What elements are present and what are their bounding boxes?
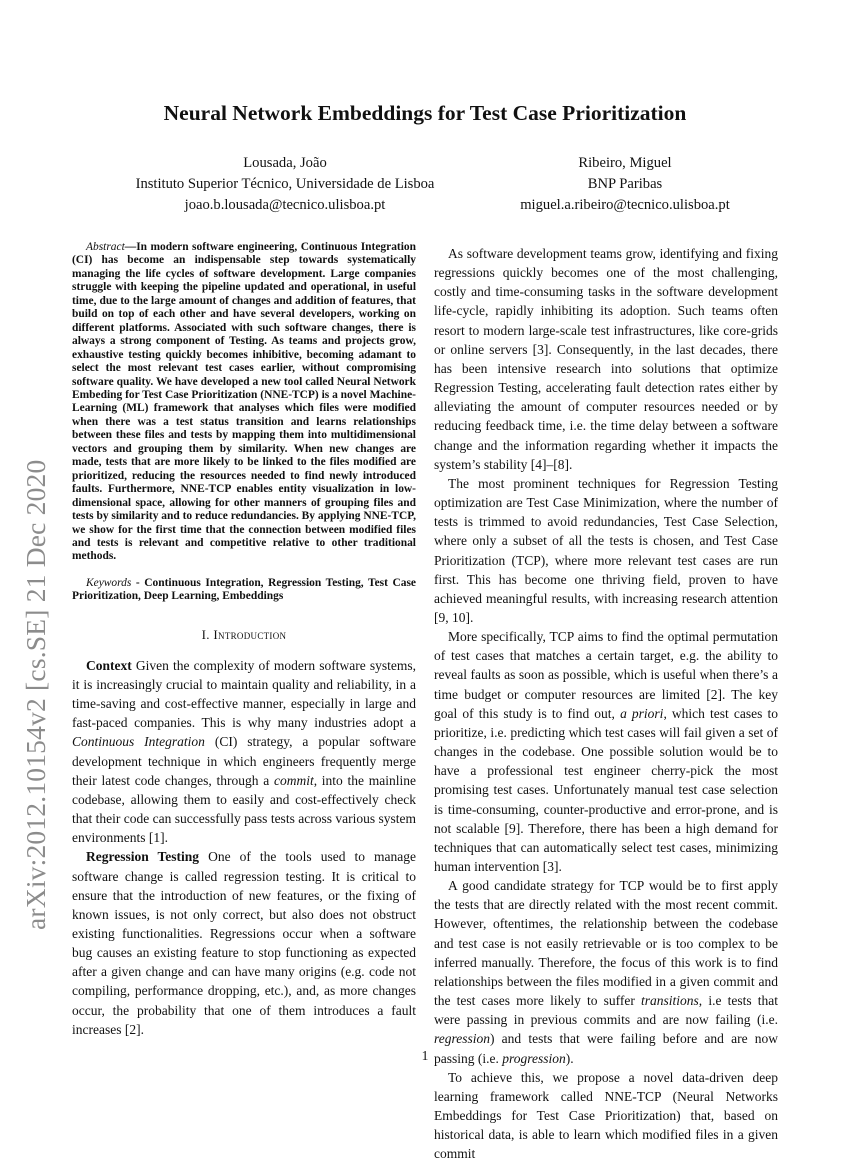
author-affiliation: Instituto Superior Técnico, Universidade de Lisboa (135, 176, 435, 192)
paragraph-text: More specifically, TCP aims to find the optimal permutation of test cases that matches a certain target, e.g. the ability to reveal faults as soon as possible, which is useful when there’s a time budget or computer resources are limited [2]. The key goal of this study is to find out, (434, 629, 778, 721)
author-affiliation: BNP Paribas (587, 176, 663, 192)
paragraph-text: (CI) strategy, a popular software development technique in which engineers frequently merge their latest code changes, through a (72, 734, 416, 788)
page-number: 1 (421, 1048, 429, 1063)
paper-title: Neural Network Embeddings for Test Case Prioritization (163, 101, 687, 125)
emphasis: commit (273, 772, 314, 788)
emphasis: progression (502, 1050, 566, 1066)
keywords (72, 577, 416, 604)
author-email: joao.b.lousada@tecnico.ulisboa.pt (184, 197, 386, 213)
paragraph-text: Given the complexity of modern software systems, it is increasingly crucial to maintain quality and reliability, in a time-saving and cost-effective manner, especially in large and fast-paced companies. This is why many industries adopt a (72, 657, 416, 731)
paragraph: As software development teams grow, identifying and fixing regressions quickly becomes one of the most challenging, costly and time-consuming tasks in the software development life-cycle, rapidly inhibiting its adoption. Such teams often resort to modern large-scale test infrastructures, like core-grids or online servers [3]. Consequently, in the last decades, there has been intensive research into solutions that optimize Regression Testing, accelerating fault detection rates either by alleviating the amount of computer resources needed or by reducing feedback time, i.e. the time delay between a software change and the information regarding whether it impacts the system’s stability [4]–[8]. (434, 246, 778, 472)
keywords-text: - Continuous Integration, Regression Testing, Test Case Prioritization, Deep Learning, Embeddings (72, 576, 416, 603)
section-title: Introduction (213, 626, 287, 642)
paragraph: To achieve this, we propose a novel data-driven deep learning framework called NNE-TCP (Neural Networks Embeddings for Test Case Prioritization) that, based on historical data, is able to learn which modified files in a given commit (434, 1069, 778, 1162)
arxiv-stamp: arXiv:2012.10154v2 [cs.SE] 21 Dec 2020 (20, 459, 51, 930)
paragraph-text: A good candidate strategy for TCP would be to first apply the tests that are directly related with the most recent commit. However, oftentimes, the relationship between the codebase and test case is not easily retrievable or is too complex to be inferred manually. Therefore, the focus of this work is to find relationships between the files modified in a given commit and the test cases more likely to suffer (434, 878, 778, 1009)
paragraph-context (72, 656, 416, 848)
author-email: miguel.a.ribeiro@tecnico.ulisboa.pt (520, 197, 730, 213)
emphasis: transitions (641, 993, 699, 1009)
paragraph-text: , i.e tests that were passing in previous commits and are now failing (i.e. (434, 993, 778, 1028)
section-numeral: I. (201, 626, 210, 642)
section-heading-introduction (72, 627, 416, 643)
emphasis: a priori (620, 705, 664, 721)
paragraph: The most prominent techniques for Regression Testing optimization are Test Case Minimization, where the number of tests is trimmed to avoid redundancies, Test Case Selection, where only a subset of all the tests is chosen, and Test Case Prioritization (TCP), where more relevant test cases are run first. This has become one thriving field, proven to have achieved meaningful results, with increasing research attention [9, 10]. (434, 475, 778, 625)
abstract (72, 241, 416, 564)
emphasis: Continuous Integration (72, 734, 205, 750)
paragraph-text: , into the mainline codebase, allowing them to easily and cost-effectively check that their code can successfully pass tests across various system environments [1]. (72, 772, 417, 846)
paragraph (434, 876, 778, 1068)
right-column (434, 244, 778, 1164)
emphasis: regression (434, 1031, 490, 1047)
paragraph-lead: Context (86, 657, 132, 673)
paragraph-text: ). (565, 1050, 574, 1066)
paragraph (434, 627, 778, 876)
paragraph-text: , which test cases to prioritize, i.e. predicting which test cases will fail given a set of changes in the codebase. One possible solution would be to have a professional test engineer cherry-pick the most promising test cases. Unfortunately manual test case selection is time-consuming, counter-productive and error-prone, and is not scalable [9]. Therefore, there has been a high demand for techniques that can automatically select test cases, minimizing human intervention [3]. (434, 705, 778, 874)
author-block-1 (100, 153, 470, 216)
paragraph-text: One of the tools used to manage software change is called regression testing. It is critical to ensure that the introduction of new features, or the fixing of known issues, is not only correct, but also does not obstruct existing functionalities. Regressions occur when a software bug causes an existing feature to stop functioning as expected after a given change and can have many origins (e.g. code not compiling, performance dropping, etc.), and, as more changes occur, the probability that one of them introduces a fault increases [2]. (72, 849, 416, 1037)
paragraph-lead: Regression Testing (86, 849, 200, 865)
paragraph-text: ) and tests that were failing before and are now passing (i.e. (434, 1031, 778, 1066)
abstract-text: —In modern software engineering, Continuous Integration (CI) has become an indispensable step towards systematically managing the life cycles of software development. Large companies struggle with keeping the pipeline updated and operational, in useful time, due to the large amount of changes and addition of features, that build on top of each other and have several developers, working on different platforms. Associated with such software changes, there is always a strong component of Testing. As teams and projects grow, exhaustive testing quickly becomes inhibitive, becoming adamant to select the most relevant test cases earlier, without compromising software quality. We have developed a new tool called Neural Network Embeding for Test Case Prioritization (NNE-TCP) is a novel Machine-Learning (ML) framework that analyses which files were modified when there was a test status transition and learns relationships between these files and tests by mapping them into multidimensional vectors and grouping them by similarity. When new changes are made, tests that are more likely to be linked to the files modified are prioritized, reducing the resources needed to find newly introduced faults. Furthermore, NNE-TCP enables entity visualization in low-dimensional space, allowing for other manners of grouping files and tests by similarity and to reduce redundancies. By applying NNE-TCP, we show for the first time that the connection between modified files and tests is relevant and competitive relative to other traditional methods. (72, 241, 416, 563)
paragraph-regression-testing (72, 847, 416, 1039)
abstract-label: Abstract (86, 241, 125, 253)
author-name: Lousada, João (243, 155, 327, 171)
left-column (72, 241, 416, 1039)
author-block-2 (480, 153, 770, 216)
keywords-label: Keywords (86, 576, 132, 589)
author-name: Ribeiro, Miguel (578, 155, 672, 171)
